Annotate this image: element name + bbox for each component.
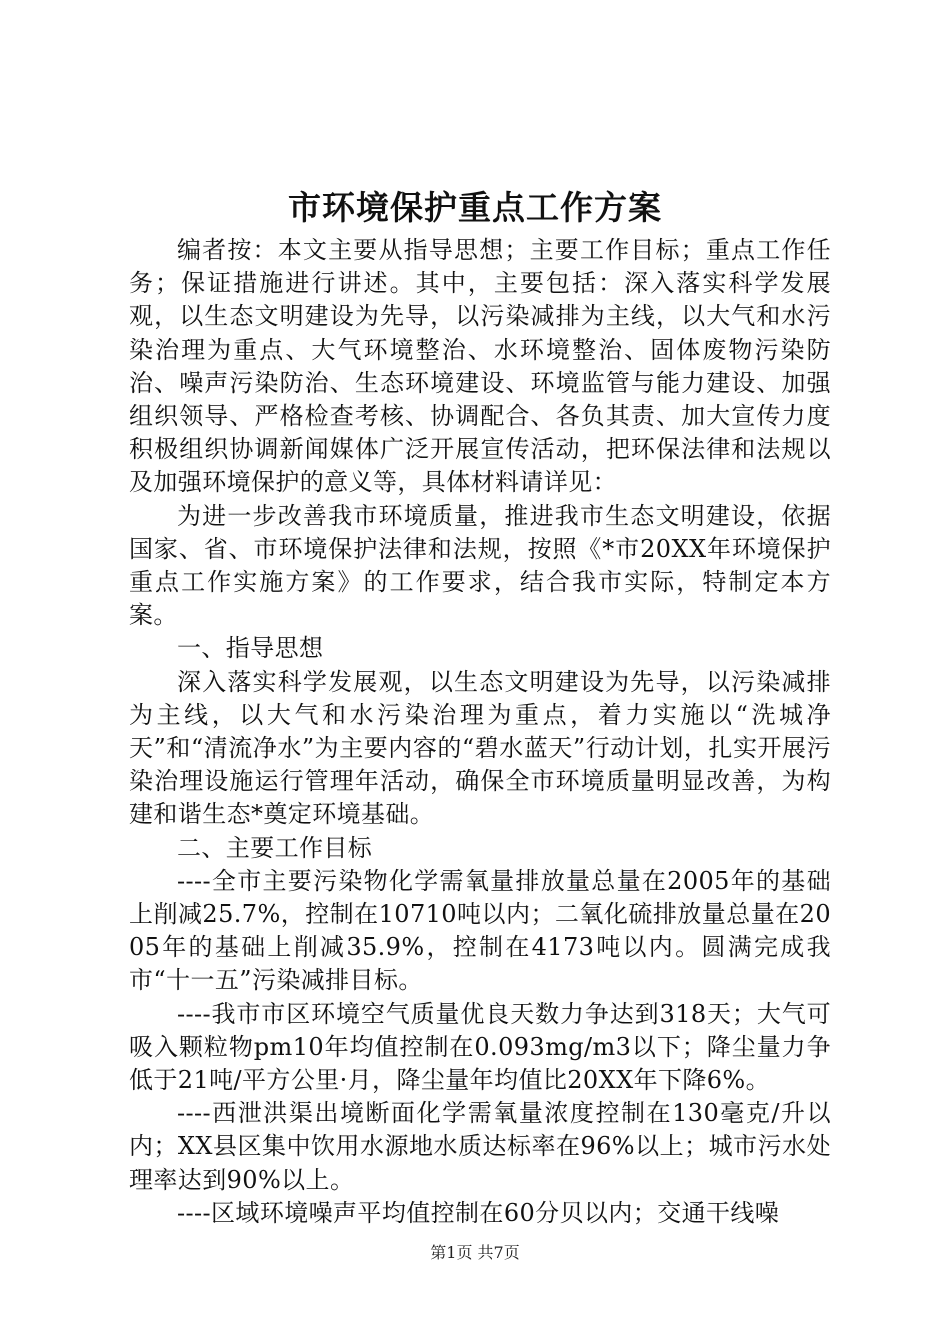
target-item: ----全市主要污染物化学需氧量排放量总量在2005年的基础上削减25.7%，控制在10710吨以内；二氧化硫排放量总量在2005年的基础上削减35.9%，控制在4173吨以内。圆满完成我市“十一五”污染减排目标。: [129, 866, 831, 995]
document-body: [129, 234, 831, 1230]
target-item: ----西泄洪渠出境断面化学需氧量浓度控制在130毫克/升以内；XX县区集中饮用水源地水质达标率在96%以上；城市污水处理率达到90%以上。: [129, 1099, 831, 1194]
section-heading-guiding-ideology: 一、指导思想: [177, 634, 324, 663]
section-heading-main-targets: 二、主要工作目标: [177, 833, 373, 862]
editor-note-paragraph: 编者按：本文主要从指导思想；主要工作目标；重点工作任务；保证措施进行讲述。其中，主要包括：深入落实科学发展观，以生态文明建设为先导，以污染减排为主线，以大气和水污染治理为重点、大气环境整治、水环境整治、固体废物污染防治、噪声污染防治、生态环境建设、环境监管与能力建设、加强组织领导、严格检查考核、协调配合、各负其责、加大宣传力度积极组织协调新闻媒体广泛开展宣传活动，把环保法律和法规以及加强环境保护的意义等，具体材料请详见：: [129, 236, 831, 497]
guiding-ideology-paragraph: 深入落实科学发展观，以生态文明建设为先导，以污染减排为主线，以大气和水污染治理为重点，着力实施以“洗城净天”和“清流净水”为主要内容的“碧水蓝天”行动计划，扎实开展污染治理设施运行管理年活动，确保全市环境质量明显改善，为构建和谐生态*奠定环境基础。: [129, 667, 831, 829]
target-item: ----我市市区环境空气质量优良天数力争达到318天；大气可吸入颗粒物pm10年均值控制在0.093mg/m3以下；降尘量力争低于21吨/平方公里·月，降尘量年均值比20XX年下降6%。: [129, 999, 831, 1095]
document-title: 市环境保护重点工作方案: [288, 188, 662, 227]
target-item: ----区域环境噪声平均值控制在60分贝以内；交通干线噪: [177, 1198, 780, 1227]
page-number-footer: 第1页 共7页: [430, 1243, 520, 1262]
intro-paragraph: 为进一步改善我市环境质量，推进我市生态文明建设，依据国家、省、市环境保护法律和法规，按照《*市20XX年环境保护重点工作实施方案》的工作要求，结合我市实际，特制定本方案。: [129, 501, 831, 630]
